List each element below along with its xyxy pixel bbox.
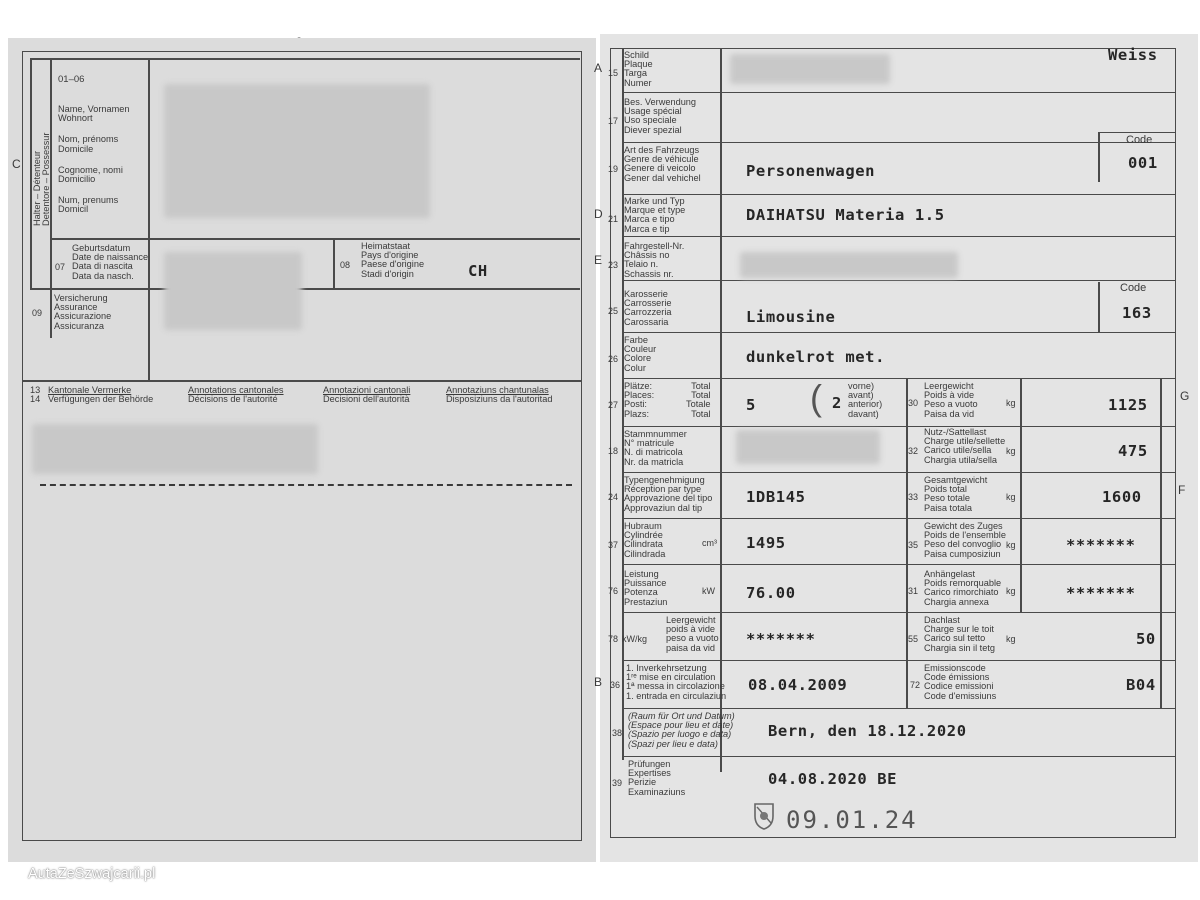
f18-number: 18 (608, 446, 619, 456)
watermark: AutaZeSzwajcarii.pl (28, 866, 156, 882)
f21-value: DAIHATSU Materia 1.5 (746, 206, 945, 224)
bern-bear-stamp-icon (752, 802, 776, 830)
f78-unit: kW/kg (622, 634, 648, 644)
home-country-labels: Heimatstaat Pays d'origine Paese d'origine Stadi d'origin (361, 241, 425, 279)
f30-number: 30 (908, 398, 919, 408)
f19-number: 19 (608, 164, 619, 174)
f76-labels: Leistung Puissance Potenza Prestaziun (624, 569, 668, 607)
f72-value: B04 (1126, 676, 1156, 694)
holder-vertical-label-1: Halter – Détenteur (32, 150, 42, 226)
f27-value: 5 (746, 396, 756, 414)
f27-front-value: 2 (832, 394, 842, 412)
f39-number: 39 (612, 778, 623, 788)
f55-unit: kg (1006, 634, 1016, 644)
f35-number: 35 (908, 540, 919, 550)
f37-labels: Hubraum Cylindrée Cilindrata Cilindrada (624, 521, 666, 559)
f35-value: ******* (1066, 536, 1136, 554)
f24-labels: Typengenehmigung Réception par type Approvazione del tipo Approvaziun dal tip (624, 475, 713, 513)
insurance-labels: Versicherung Assurance Assicurazione Assicuranza (54, 293, 112, 331)
f27-labels: Plätze: Places: Posti: Plazs: (624, 381, 655, 419)
f31-number: 31 (908, 586, 919, 596)
left-page-holder-section (8, 38, 596, 862)
f26-number: 26 (608, 354, 619, 364)
f55-number: 55 (908, 634, 919, 644)
letter-d: D (594, 207, 603, 221)
f31-value: ******* (1066, 584, 1136, 602)
f76-number: 76 (608, 586, 619, 596)
f33-value: 1600 (1102, 488, 1142, 506)
f72-labels: Emissionscode Code émissions Codice emissioni Code d'emissiuns (924, 663, 997, 701)
f33-number: 33 (908, 492, 919, 502)
field-01-06-label: 01–06 (58, 74, 85, 85)
f21-labels: Marke und Typ Marque et type Marca e tipo Marca e tip (624, 196, 686, 234)
f30-labels: Leergewicht Poids à vide Peso a vuoto Paisa da vid (924, 381, 978, 419)
f25-labels: Karosserie Carrosserie Carrozzeria Carossaria (624, 289, 672, 327)
f35-unit: kg (1006, 540, 1016, 550)
f21-number: 21 (608, 214, 619, 224)
redacted-matriculation (736, 430, 880, 464)
f17-number: 17 (608, 116, 619, 126)
f38-number: 38 (612, 728, 623, 738)
section-letter-c: C (12, 157, 21, 171)
f55-value: 50 (1136, 630, 1156, 648)
f33-labels: Gesamtgewicht Poids total Peso totale Paisa totala (924, 475, 988, 513)
letter-f: F (1178, 483, 1186, 497)
f37-number: 37 (608, 540, 619, 550)
f38-labels: (Raum für Ort und Datum) (Espace pour lieu et date) (Spazio per luogo e data) (Spazi per lieu e data) (628, 711, 735, 749)
f37-unit: cm³ (702, 538, 717, 548)
f15-labels: Schild Plaque Targa Numer (624, 50, 653, 88)
annotations-cantonal-de: Kantonale Vermerke Verfügungen der Behörde (48, 385, 154, 405)
f39-value: 04.08.2020 BE (768, 770, 898, 788)
f36-number: 36 (610, 680, 621, 690)
f27-front-labels: vorne) avant) anterior) davant) (848, 381, 883, 419)
f24-value: 1DB145 (746, 488, 806, 506)
right-page-vehicle-section (594, 34, 1198, 862)
f26-value: dunkelrot met. (746, 348, 886, 366)
f25-code-label: Code (1120, 282, 1147, 294)
field-08-number: 08 (340, 260, 351, 270)
f18-labels: Stammnummer N° matricule N. di matricola Nr. da matricla (624, 429, 687, 467)
f37-value: 1495 (746, 534, 786, 552)
f15-number: 15 (608, 68, 619, 78)
birthdate-labels: Geburtsdatum Date de naissance Data di nascita Data da nasch. (72, 243, 149, 281)
f31-labels: Anhängelast Poids remorquable Carico rimorchiato Chargia annexa (924, 569, 1002, 607)
f25-value: Limousine (746, 308, 836, 326)
front-bracket: ( (810, 377, 822, 418)
f78-labels: Leergewicht poids à vide peso a vuoto paisa da vid (666, 615, 719, 653)
f23-number: 23 (608, 260, 619, 270)
f36-value: 08.04.2009 (748, 676, 848, 694)
annotation-numbers: 13 14 (30, 385, 41, 405)
redacted-plate (730, 54, 890, 84)
redacted-annotation (32, 424, 318, 474)
f33-unit: kg (1006, 492, 1016, 502)
letter-g: G (1180, 389, 1190, 403)
f55-labels: Dachlast Charge sur le toit Carico sul tetto Chargia sin il tetg (924, 615, 995, 653)
f26-labels: Farbe Couleur Colore Colur (624, 335, 657, 373)
f76-unit: kW (702, 586, 715, 596)
f78-number: 78 (608, 634, 619, 644)
f31-unit: kg (1006, 586, 1016, 596)
holder-vertical-label-2: Detentore – Possessur (41, 132, 51, 226)
f76-value: 76.00 (746, 584, 796, 602)
f19-labels: Art des Fahrzeugs Genre de véhicule Genere di veicolo Gener dal vehichel (624, 145, 701, 183)
redacted-birthdate-insurance (164, 252, 302, 330)
annotations-cantonal-rm: Annotaziuns chantunalas Disposiziuns da l'autoritad (446, 385, 553, 405)
redacted-chassis (740, 252, 958, 278)
f39-labels: Prüfungen Expertises Perizie Examinaziuns (628, 759, 686, 797)
f27-number: 27 (608, 400, 619, 410)
f30-unit: kg (1006, 398, 1016, 408)
field-07-number: 07 (55, 262, 66, 272)
name-labels: Name, Vornamen Wohnort Nom, prénoms Domicile Cognome, nomi Domicilio Num, prenums Domicil (58, 104, 130, 215)
f15-value: Weiss (1108, 46, 1158, 64)
f32-value: 475 (1118, 442, 1148, 460)
letter-b: B (594, 675, 603, 689)
letter-a: A (594, 61, 603, 75)
f19-code-value: 001 (1128, 154, 1158, 172)
annotations-cantonal-it: Annotazioni cantonali Decisioni dell'autorità (323, 385, 411, 405)
f35-labels: Gewicht des Zuges Poids de l'ensemble Peso del convoglio Paisa cumposiziun (924, 521, 1006, 559)
f19-value: Personenwagen (746, 162, 876, 180)
inspection-stamp-date: 09.01.24 (786, 806, 918, 834)
dashed-separator (40, 484, 572, 486)
f25-number: 25 (608, 306, 619, 316)
f32-labels: Nutz-/Sattellast Charge utile/sellette Carico utile/sella Chargia utila/sella (924, 427, 1006, 465)
f25-code-value: 163 (1122, 304, 1152, 322)
f78-value: ******* (746, 630, 816, 648)
redacted-holder-name (164, 84, 430, 218)
f36-labels: 1. Inverkehrsetzung 1ʳᵉ mise en circulation 1ª messa in circolazione 1. entrada en circulaziun (626, 663, 727, 701)
home-country-value: CH (468, 262, 488, 280)
annotations-cantonal-fr: Annotations cantonales Décisions de l'autorité (188, 385, 284, 405)
letter-e: E (594, 253, 603, 267)
f19-code-label: Code (1126, 134, 1153, 146)
f72-number: 72 (910, 680, 921, 690)
f17-labels: Bes. Verwendung Usage spécial Uso speciale Diever spezial (624, 97, 697, 135)
f32-number: 32 (908, 446, 919, 456)
field-09-number: 09 (32, 308, 43, 318)
f24-number: 24 (608, 492, 619, 502)
f38-value: Bern, den 18.12.2020 (768, 722, 967, 740)
f30-value: 1125 (1108, 396, 1148, 414)
f27-total-labels: Total Total Totale Total (686, 381, 711, 419)
f32-unit: kg (1006, 446, 1016, 456)
f23-labels: Fahrgestell-Nr. Châssis no Telaio n. Schassis nr. (624, 241, 685, 279)
